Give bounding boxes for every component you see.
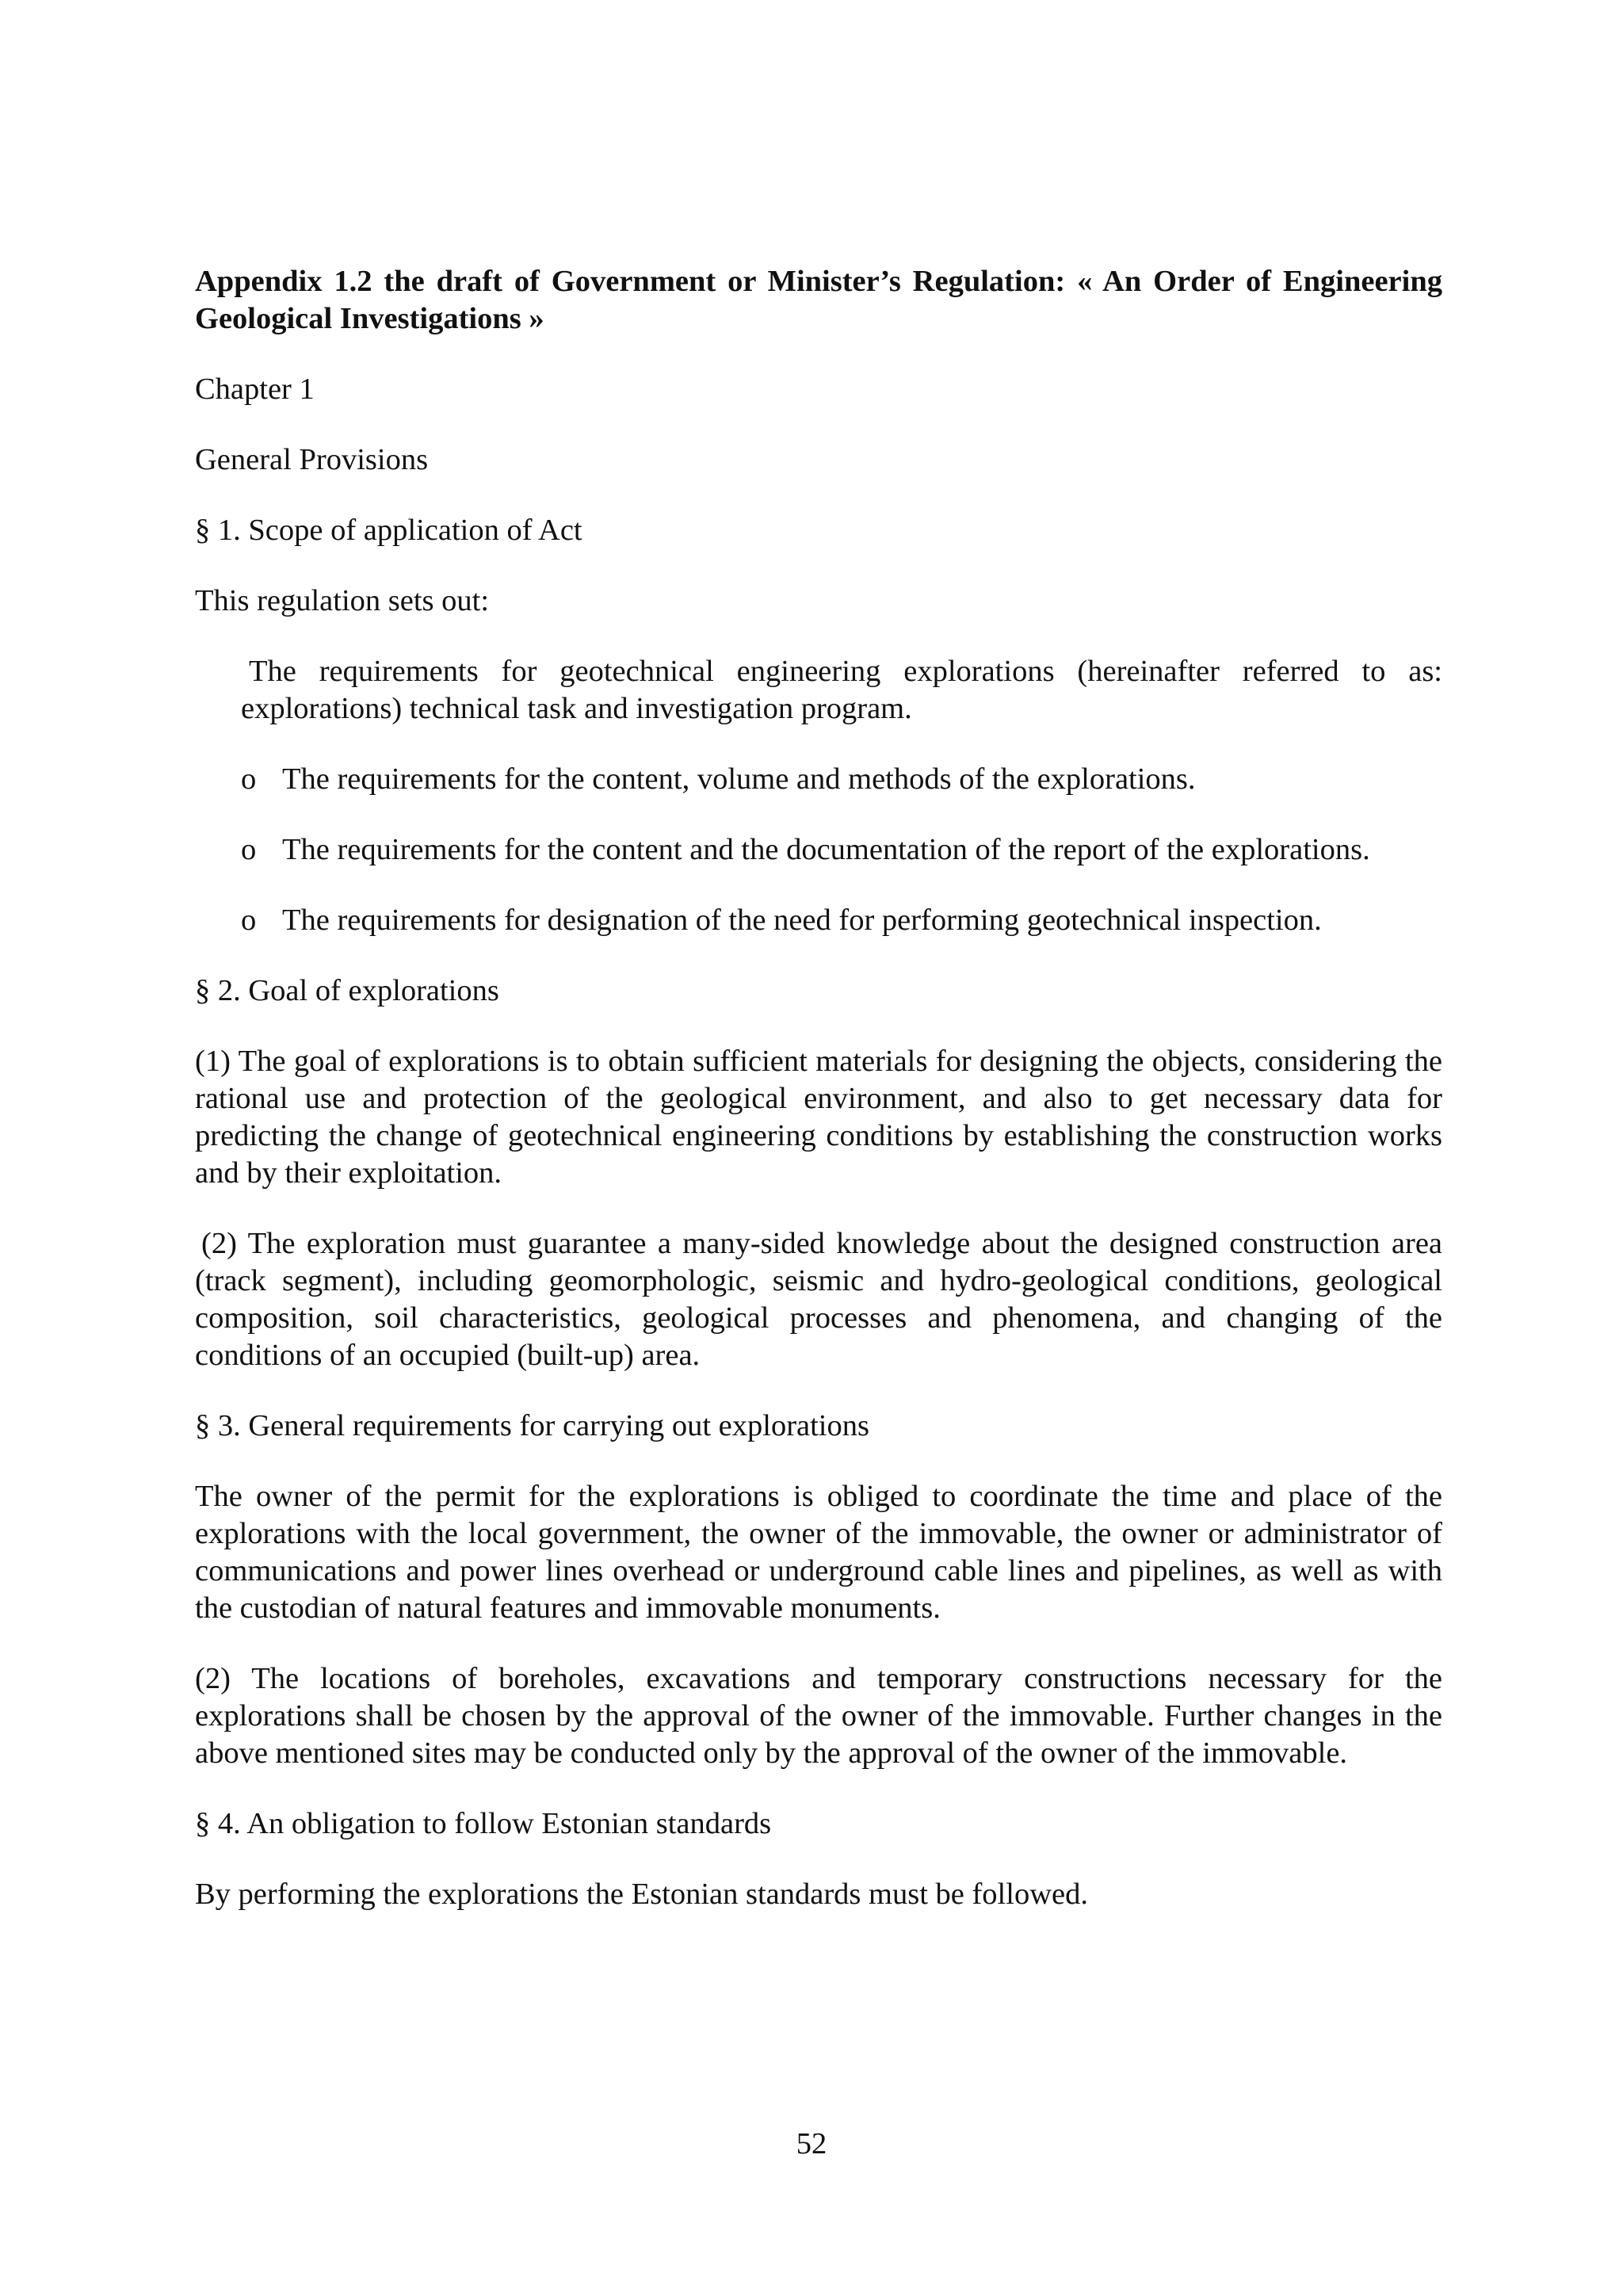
document-body <box>195 263 1442 1946</box>
section-2-paragraph-2: (2) The exploration must guarantee a many-sided knowledge about the designed construction area (track segment), including geomorphologic, seismic and hydro-geological conditions, geological composition, soil characteristics, geological processes and phenomena, and changing of the conditions of an occupied (built-up) area. <box>195 1227 1442 1372</box>
page-number: 52 <box>796 2127 827 2160</box>
section-1-intro: This regulation sets out: <box>195 584 490 617</box>
section-3-paragraph-1: The owner of the permit for the explorations is obliged to coordinate the time and place of the explorations with the local government, the owner of the immovable, the owner or administrator of communications and power lines overhead or underground cable lines and pipelines, as well as with the custodian of natural features and immovable monuments. <box>195 1480 1442 1625</box>
list-item <box>195 902 1442 939</box>
list-item-text: The requirements for the content and the documentation of the report of the explorations. <box>282 833 1370 866</box>
section-2-heading: § 2. Goal of explorations <box>195 974 499 1007</box>
bullet-marker: o <box>241 833 257 866</box>
bullet-marker: o <box>241 762 257 796</box>
section-1-bullet-list <box>195 761 1442 939</box>
list-item-text: The requirements for the content, volume and methods of the explorations. <box>282 762 1196 796</box>
list-item-text: The requirements for designation of the need for performing geotechnical inspection. <box>282 904 1322 937</box>
section-1-first-item: The requirements for geotechnical engineering explorations (hereinafter referred to as: explorations) technical task and investigation program. <box>241 655 1442 725</box>
section-3-paragraph-2: (2) The locations of boreholes, excavations and temporary constructions necessary for the explorations shall be chosen by the approval of the owner of the immovable. Further changes in the above mentioned sites may be conducted only by the approval of the owner of the immovable. <box>195 1662 1442 1770</box>
section-1-heading: § 1. Scope of application of Act <box>195 514 582 547</box>
document-title: Appendix 1.2 the draft of Government or Minister’s Regulation: « An Order of Engineering Geological Investigations » <box>195 265 1442 335</box>
section-3-heading: § 3. General requirements for carrying out explorations <box>195 1409 869 1442</box>
section-2-paragraph-1: (1) The goal of explorations is to obtain sufficient materials for designing the objects, considering the rational use and protection of the geological environment, and also to get necessary data for predicting the change of geotechnical engineering conditions by establishing the construction works and by their exploitation. <box>195 1045 1442 1190</box>
list-item <box>195 761 1442 798</box>
section-4-heading: § 4. An obligation to follow Estonian standards <box>195 1807 772 1840</box>
section-4-paragraph-1: By performing the explorations the Estonian standards must be followed. <box>195 1878 1088 1911</box>
chapter-number: Chapter 1 <box>195 372 315 406</box>
list-item <box>195 831 1442 869</box>
bullet-marker: o <box>241 904 257 937</box>
chapter-title: General Provisions <box>195 443 429 476</box>
